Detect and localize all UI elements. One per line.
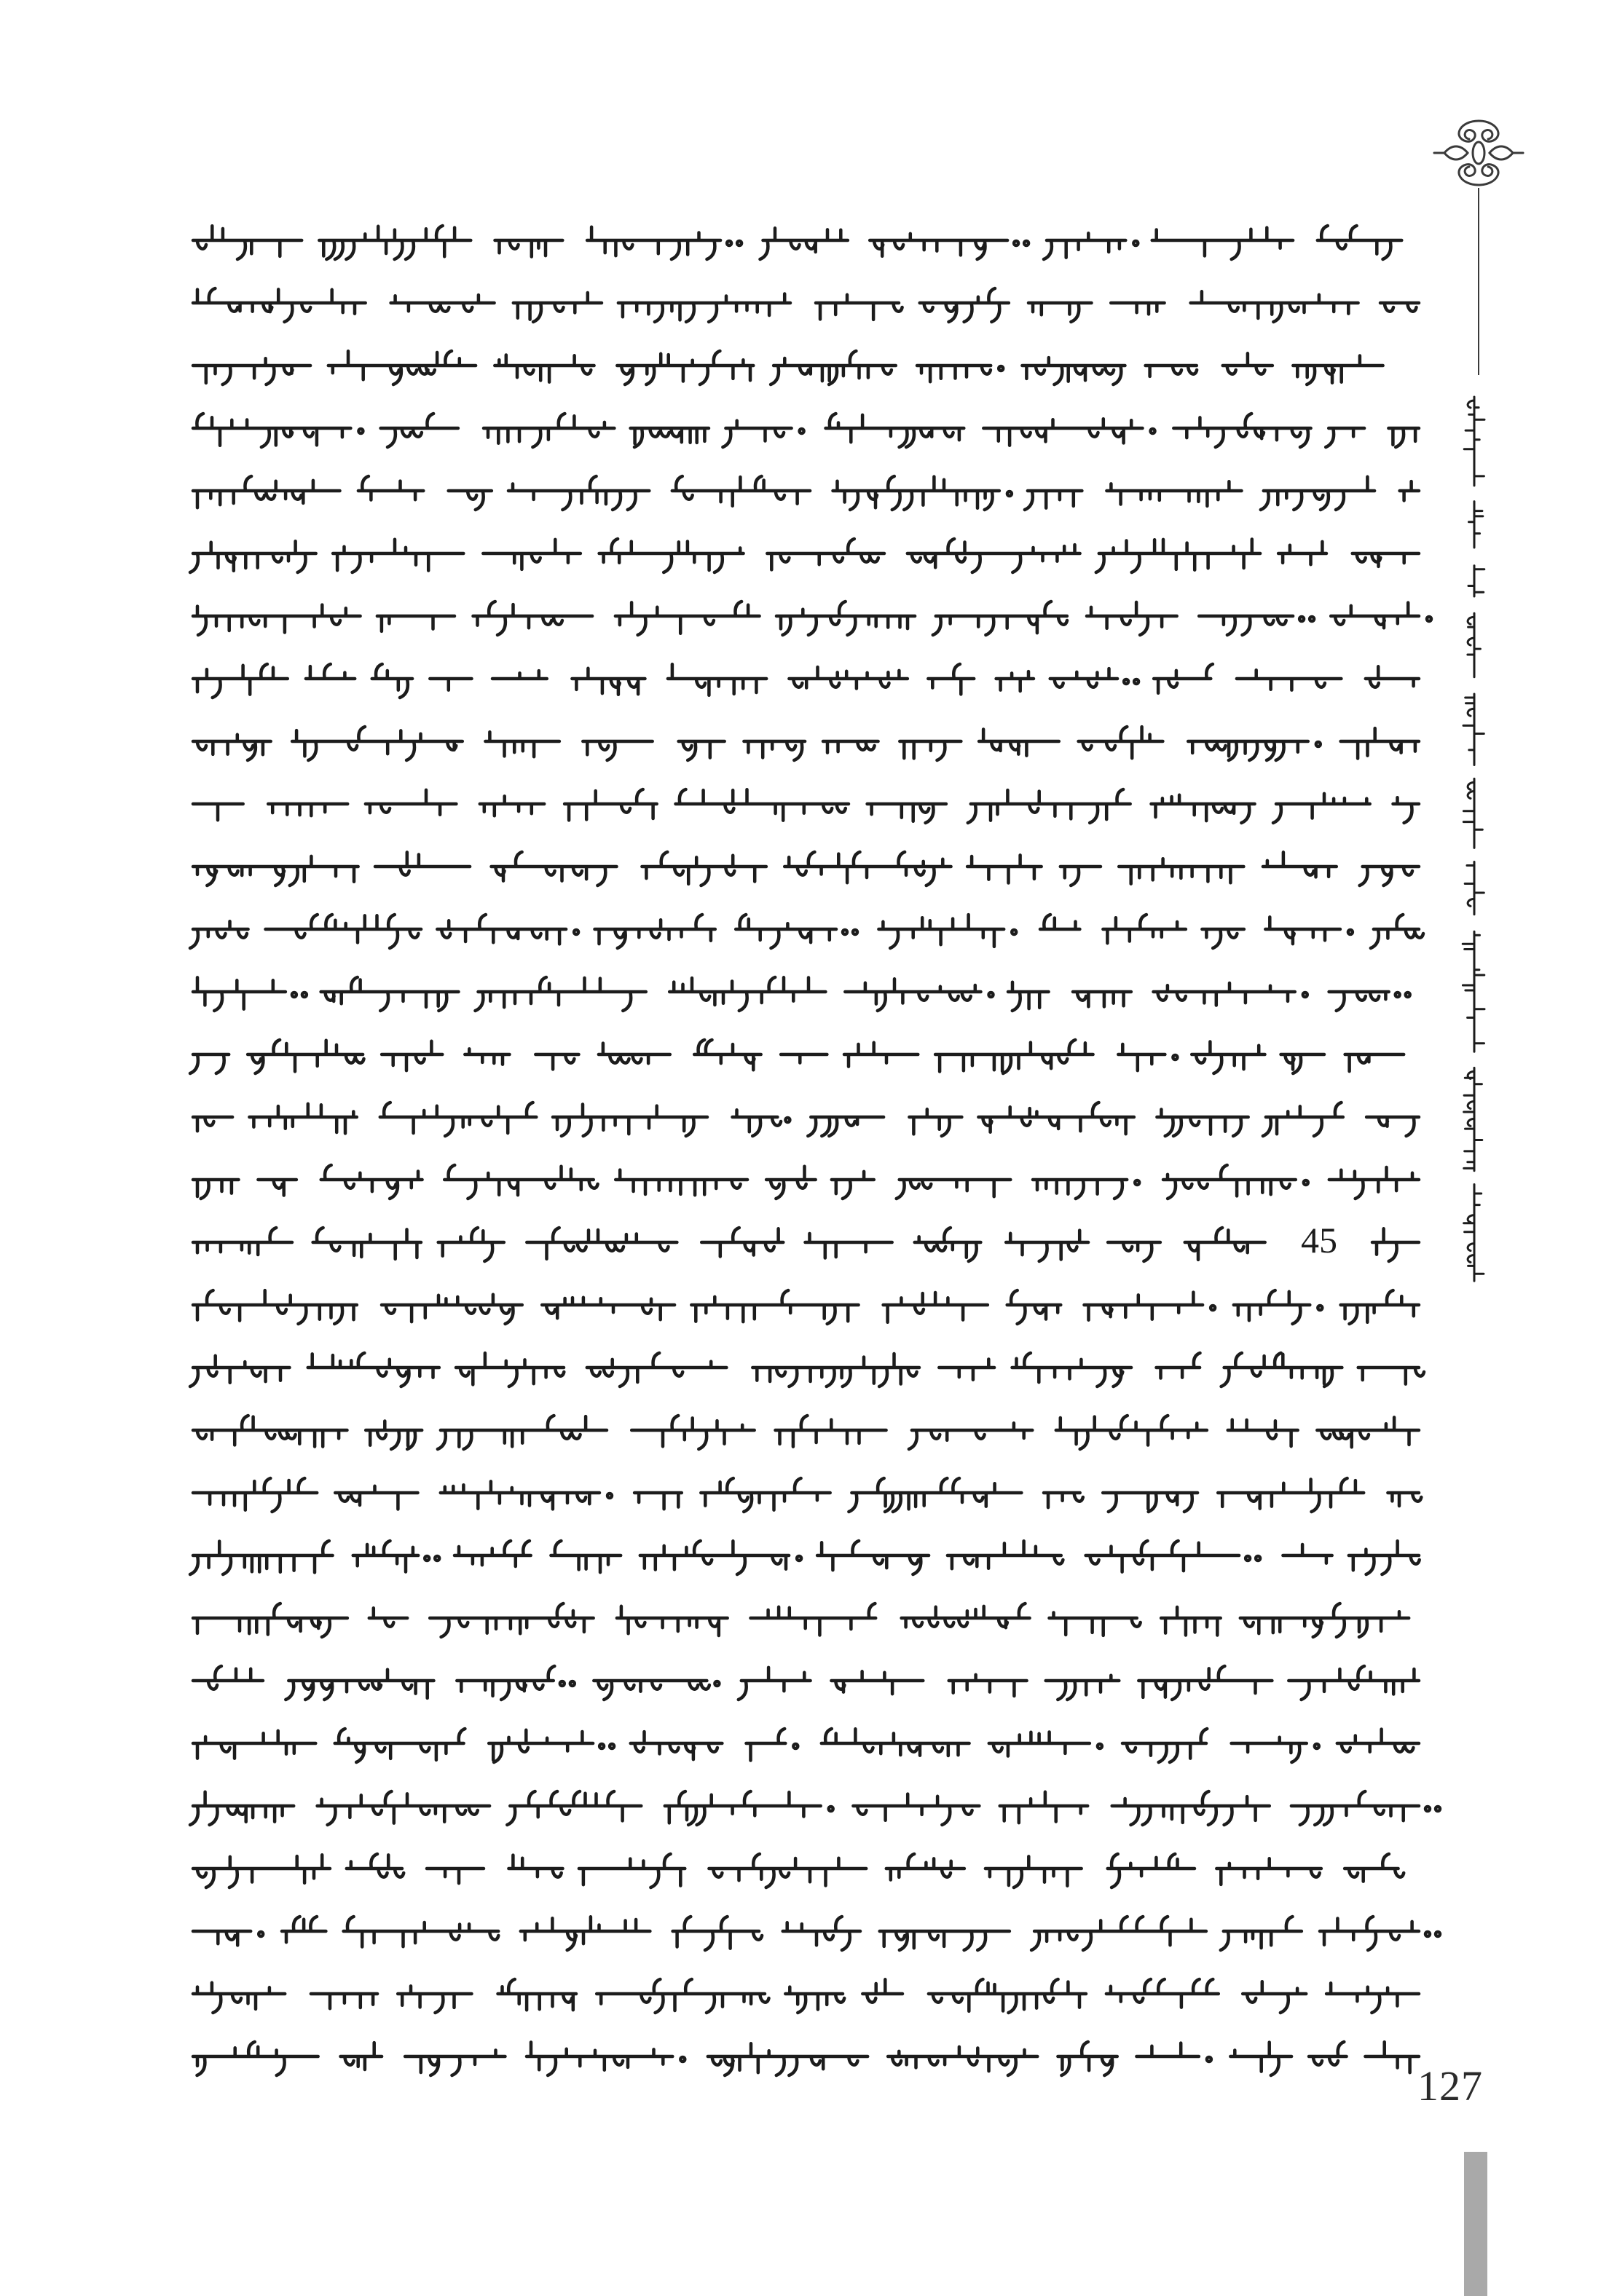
running-header-script [1463, 397, 1484, 1281]
page-number: 127 [1417, 2062, 1483, 2110]
ornament-icon [1431, 117, 1526, 189]
thumb-tab [1464, 2152, 1487, 2296]
inline-number: 45 [1301, 1220, 1337, 1261]
